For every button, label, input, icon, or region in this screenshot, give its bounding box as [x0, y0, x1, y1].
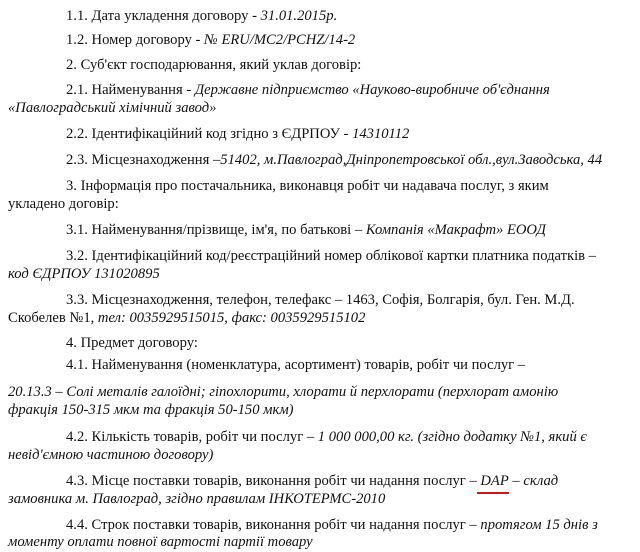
item-2-heading: 2. Суб'єкт господарювання, який уклав договір:	[66, 57, 362, 73]
item-2-1	[66, 80, 550, 100]
item-4-2-label: 4.2. Кількість товарів, робіт чи послуг –	[66, 429, 318, 445]
item-2-2-label: 2.2. Ідентифікаційний код згідно з ЄДРПОУ -	[66, 126, 353, 142]
entity-name-line1: Державне підприємство «Науково-виробниче об'єднання	[194, 82, 550, 98]
item-1-2	[66, 30, 355, 50]
item-1-1	[66, 6, 337, 26]
edrpou-code: 14310112	[352, 126, 410, 142]
item-3-3-line2	[8, 308, 365, 328]
dap-underline-mark	[477, 492, 508, 494]
supplier-phones: тел: 0035929515015, факс: 0035929515102	[97, 310, 366, 326]
item-1-1-label: 1.1. Дата укладення договору -	[66, 8, 261, 24]
delivery-term-line2: моменту оплати повної вартості партії товару	[8, 534, 313, 550]
supplier-address-end: Скобелев №1,	[8, 310, 98, 326]
delivery-term-line1: протягом 15 днів з	[480, 517, 598, 533]
dap-term	[480, 473, 508, 489]
supplier-name: Компанія «Макрафт» ЕООД	[365, 222, 546, 238]
item-3-3-line1: 3.3. Місцезнаходження, телефон, телефакс – 1463, Софія, Болгарія, бул. Ген. М.Д.	[66, 292, 575, 308]
entity-address: 51402, м.Павлоград,Дніпропетровської обл.,вул.Заводська, 44	[220, 152, 603, 168]
contract-date: 31.01.2015р.	[260, 8, 338, 24]
entity-name-line2: «Павлоградський хімічний завод»	[8, 100, 217, 116]
contract-number: № ERU/MC2/PCHZ/14-2	[204, 32, 356, 48]
item-4-2	[66, 427, 587, 447]
item-4-4-label: 4.4. Строк поставки товарів, виконання робіт чи надання послуг –	[66, 517, 481, 533]
item-4-3	[66, 471, 558, 491]
supplier-code: код ЄДРПОУ 131020895	[8, 266, 160, 282]
item-4-1-label: 4.1. Найменування (номенклатура, асортимент) товарів, робіт чи послуг –	[66, 357, 526, 373]
delivery-place-line2: замовника м. Павлоград, згідно правилам ІНКОТЕРМС-2010	[8, 491, 386, 507]
item-3-2-line1: 3.2. Ідентифікаційний код/реєстраційний номер облікової картки платника податків –	[66, 248, 596, 264]
dap-text: DAP	[480, 473, 509, 489]
item-2-3-label: 2.3. Місцезнаходження –	[66, 152, 221, 168]
item-3-heading-line1: 3. Інформація про постачальника, виконавця робіт чи надавача послуг, з яким	[66, 178, 549, 194]
delivery-place-line1-rest: – склад	[508, 473, 559, 489]
item-2-2	[66, 124, 409, 144]
item-3-heading-line2: укладено договір:	[8, 196, 119, 212]
item-4-heading: 4. Предмет договору:	[66, 335, 198, 351]
product-line1: 20.13.3 – Солі металів галоїдні; гіпохлорити, хлорати й перхлорати (перхлорат амонію	[8, 384, 559, 400]
quantity-line1: 1 000 000,00 кг. (згідно додатку №1, який є	[317, 429, 587, 445]
item-3-1	[66, 220, 546, 240]
item-1-2-label: 1.2. Номер договору -	[66, 32, 205, 48]
product-line2: фракція 150-315 мкм та фракція 50-150 мкм)	[8, 402, 294, 418]
item-2-3	[66, 150, 602, 170]
item-3-1-label: 3.1. Найменування/прізвище, ім'я, по батькові –	[66, 222, 366, 238]
quantity-line2: невід'ємною частиною договору)	[8, 447, 214, 463]
item-2-1-label: 2.1. Найменування -	[66, 82, 195, 98]
item-4-3-label: 4.3. Місце поставки товарів, виконання робіт чи надання послуг –	[66, 473, 481, 489]
